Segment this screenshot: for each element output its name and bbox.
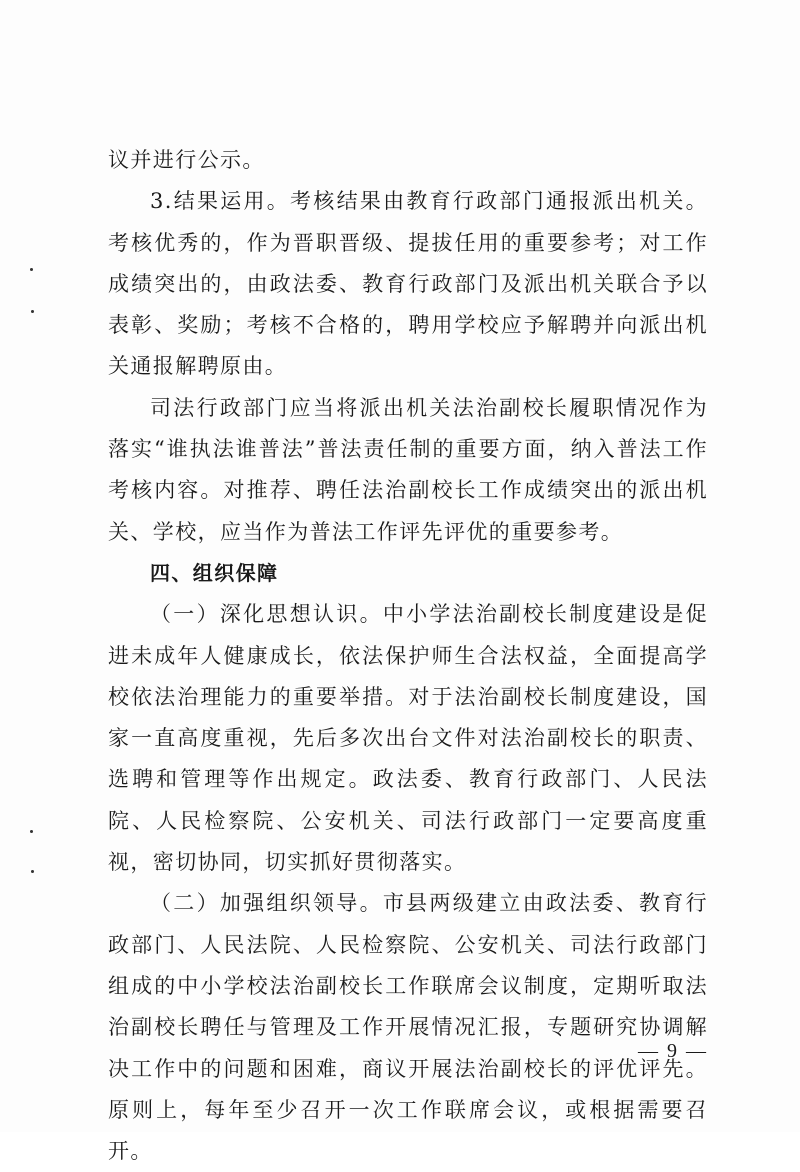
scan-speck xyxy=(30,268,33,271)
section-heading-organizational-guarantee: 四、组织保障 xyxy=(150,560,279,585)
paragraph-deepen-understanding: （一）深化思想认识。中小学法治副校长制度建设是促进未成年人健康成长，依法保护师生合法权益，全面提高学校依法治理能力的重要举措。对于法治副校长制度建设，国家一直高度重视，先后多次出台文件对法治副校长的职责、选聘和管理等作出规定。政法委、教育行政部门、人民法院、人民检察院、公安机关、司法行政部门一定要高度重视，密切协同，切实抓好贯彻落实。 xyxy=(108,602,708,875)
page-number: — 9 — xyxy=(638,1040,708,1062)
paragraph-result-application: 3.结果运用。考核结果由教育行政部门通报派出机关。考核优秀的，作为晋职晋级、提拔任用的重要参考；对工作成绩突出的，由政法委、教育行政部门及派出机关联合予以表彰、奖励；考核不合格的，聘用学校应予解聘并向派出机关通报解聘原由。 xyxy=(108,189,708,379)
paragraph-strengthen-leadership: （二）加强组织领导。市县两级建立由政法委、教育行政部门、人民法院、人民检察院、公安机关、司法行政部门组成的中小学校法治副校长工作联席会议制度，定期听取法治副校长聘任与管理及工作开展情况汇报，专题研究协调解决工作中的问题和困难，商议开展法治副校长的评优评先。原则上，每年至少召开一次工作联席会议，或根据需要召开。 xyxy=(108,891,708,1164)
paragraph-continuation: 议并进行公示。 xyxy=(108,148,265,172)
document-body xyxy=(108,140,708,1172)
scan-speck xyxy=(31,870,34,873)
scan-speck xyxy=(30,830,33,833)
paragraph-judicial-admin: 司法行政部门应当将派出机关法治副校长履职情况作为落实“谁执法谁普法”普法责任制的重要方面，纳入普法工作考核内容。对推荐、聘任法治副校长工作成绩突出的派出机关、学校，应当作为普法工作评先评优的重要参考。 xyxy=(108,395,708,544)
scan-speck xyxy=(31,310,34,313)
